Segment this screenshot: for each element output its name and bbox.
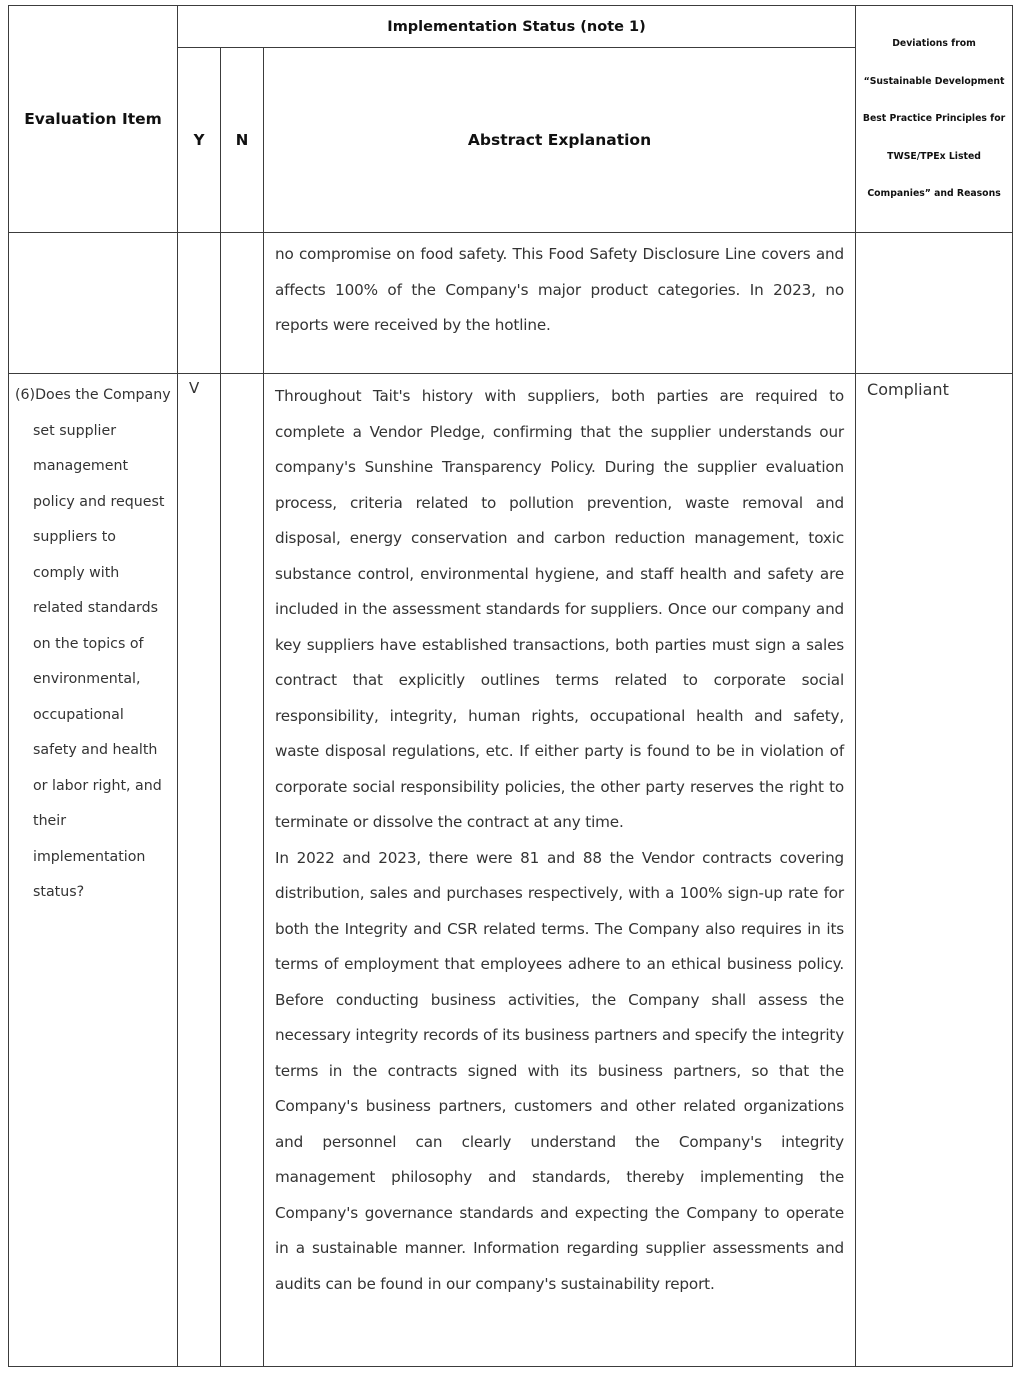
evaluation-table [8,5,1013,1367]
yes-mark [178,233,220,238]
yes-cell [178,233,221,374]
evaluation-item-cell [9,233,178,374]
deviation-text: Compliant [867,380,949,399]
explanation-paragraph: In 2022 and 2023, there were 81 and 88 the Vendor contracts covering distribution, sales and purchases respectively, with a 100% sign-up rate for both the Integrity and CSR related terms. The Company also requires in its terms of employment that employees adhere to an ethical business policy. Before conducting business activities, the Company shall assess the necessary integrity records of its business partners and specify the integrity terms in the contracts signed with its business partners, so that the Company's business partners, customers and other related organizations and personnel can clearly understand the Company's integrity management philosophy and standards, thereby implementing the Company's governance standards and expecting the Company to operate in a sustainable manner. Information regarding supplier assessments and audits can be found in our company's sustainability report. [275,848,845,1293]
explanation-cell [264,233,856,374]
explanation-text [264,233,855,344]
yes-mark: V [189,379,200,397]
no-cell [221,233,264,374]
no-mark [221,233,263,238]
header-y: Y [178,48,221,233]
deviation-cell [856,374,1013,1367]
explanation-paragraph: Throughout Tait's history with suppliers, both parties are required to complete a Vendor Pledge, confirming that the supplier understands our company's Sunshine Transparency Policy. During the supplier evaluation process, criteria related to pollution prevention, waste removal and disposal, energy conservation and carbon reduction management, toxic substance control, environmental hygiene, and staff health and safety are included in the assessment standards for suppliers. Once our company and key suppliers have established transactions, both parties must sign a sales contract that explicitly outlines terms related to corporate social responsibility, integrity, human rights, occupational health and safety, waste disposal regulations, etc. If either party is found to be in violation of corporate social responsibility policies, the other party reserves the right to terminate or dissolve the contract at any time. [275,387,845,831]
header-abstract-explanation: Abstract Explanation [264,48,856,233]
explanation-text [264,374,855,1302]
explanation-cell [264,374,856,1367]
table-row [9,374,1013,1367]
evaluation-item-cell [9,374,178,1367]
header-evaluation-item: Evaluation Item [9,6,178,233]
no-mark [221,374,263,379]
deviation-text [856,233,1012,239]
header-row-1 [9,6,1013,48]
yes-cell [178,374,221,1367]
header-implementation-status: Implementation Status (note 1) [178,6,856,48]
evaluation-item-text [9,233,177,237]
deviation-cell [856,233,1013,374]
evaluation-item-text: (6)Does the Company set supplier management policy and request suppliers to comply with related standards on the topics of environmental, occupational safety and health or labor right, and their implementation status? [15,387,171,900]
table-row [9,233,1013,374]
no-cell [221,374,264,1367]
header-deviations: Deviations from “Sustainable Development Best Practice Principles for TWSE/TPEx Listed Companies” and Reasons [856,6,1013,233]
header-n: N [221,48,264,233]
explanation-paragraph: no compromise on food safety. This Food Safety Disclosure Line covers and affects 100% of the Company's major product categories. In 2023, no reports were received by the hotline. [275,245,845,334]
